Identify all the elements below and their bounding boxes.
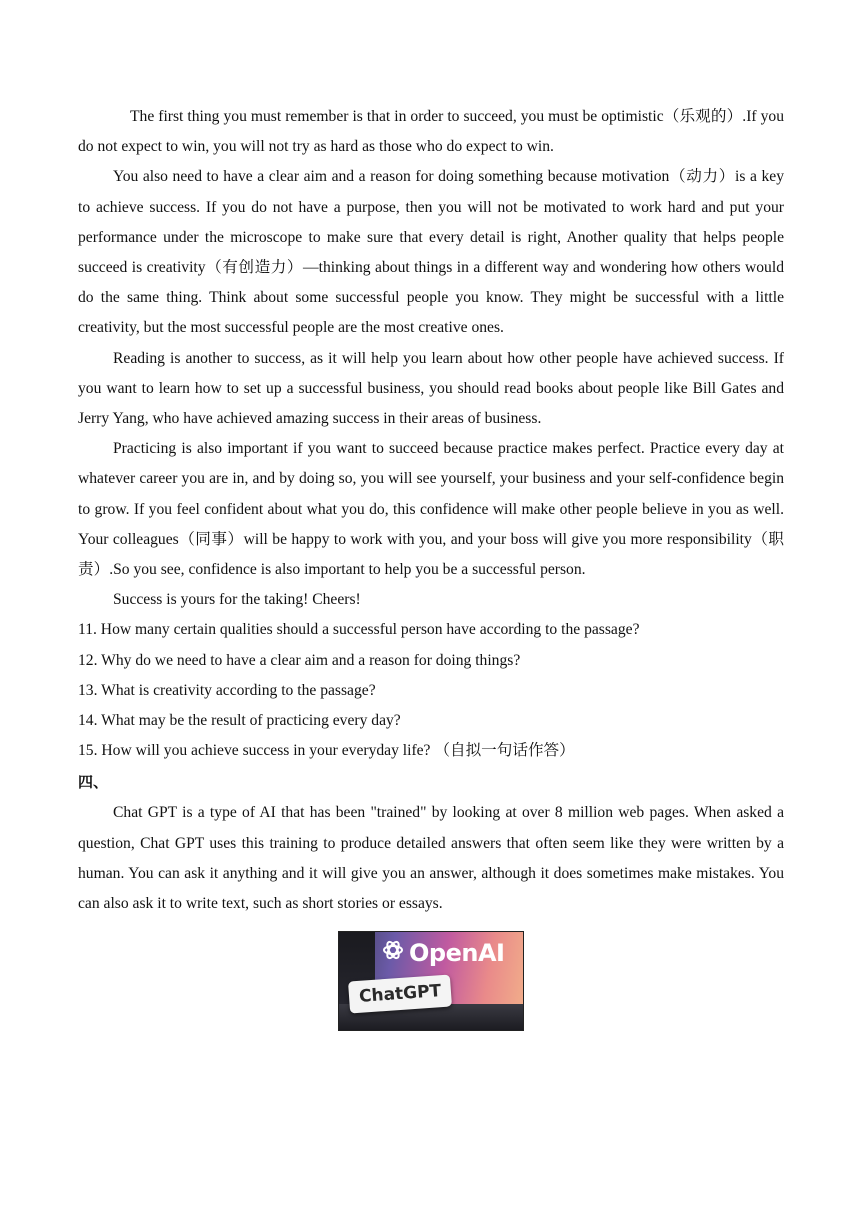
- document-page: [78, 102, 784, 1031]
- question-12: 12. Why do we need to have a clear aim and a reason for doing things?: [78, 651, 521, 669]
- paragraph-closing: Success is yours for the taking! Cheers!: [113, 591, 361, 609]
- chatgpt-photo: [338, 931, 524, 1031]
- paragraph-optimism: The first thing you must remember is that in order to succeed, you must be optimistic（乐观的）.If you do not expect to win, you will not try as hard as those who do expect to win.: [78, 108, 784, 156]
- openai-logo-icon: [381, 938, 405, 968]
- question-list: [78, 615, 784, 766]
- paragraph-motivation-creativity: You also need to have a clear aim and a reason for doing something because motivation（动力）is a key to achieve success. If you do not have a purpose, then you will not be motivated to work hard and put your performance under the microscope to make sure that every detail is right, Another quality that helps people succeed is creativity（有创造力）—thinking about things in a different way and wondering how others would do the same thing. Think about some successful people you know. They might be successful with a little creativity, but the most successful people are the most creative ones.: [78, 168, 784, 337]
- question-11: 11. How many certain qualities should a successful person have according to the passage?: [78, 621, 640, 639]
- paragraph-practicing: Practicing is also important if you want to succeed because practice makes perfect. Practice every day at whatever career you are in, and by doing so, you will see yourself, your business and your self-confidence begin to grow. If you feel confident about what you do, this confidence will make other people believe in you as well. Your colleagues（同事）will be happy to work with you, and your boss will give you more responsibility（职责）.So you see, confidence is also important to help you be a successful person.: [78, 440, 784, 579]
- figure: [78, 931, 784, 1031]
- question-15: 15. How will you achieve success in your everyday life? （自拟一句话作答）: [78, 742, 575, 760]
- chatgpt-card: ChatGPT: [348, 975, 452, 1014]
- openai-brand-text: OpenAI: [409, 939, 505, 968]
- section-heading: 四、: [78, 773, 109, 792]
- question-14: 14. What may be the result of practicing every day?: [78, 712, 401, 730]
- paragraph-reading: Reading is another to success, as it will help you learn about how other people have achieved success. If you want to learn how to set up a successful business, you should read books about people like Bill Gates and Jerry Yang, who have achieved amazing success in their areas of business.: [78, 349, 784, 428]
- paragraph-chatgpt: Chat GPT is a type of AI that has been "trained" by looking at over 8 million web pages. When asked a question, Chat GPT uses this training to produce detailed answers that often seem like they were written by a human. You can ask it anything and it will give you an answer, although it does sometimes make mistakes. You can also ask it to write text, such as short stories or essays.: [78, 804, 784, 913]
- openai-brand: [381, 938, 504, 968]
- question-13: 13. What is creativity according to the passage?: [78, 681, 376, 699]
